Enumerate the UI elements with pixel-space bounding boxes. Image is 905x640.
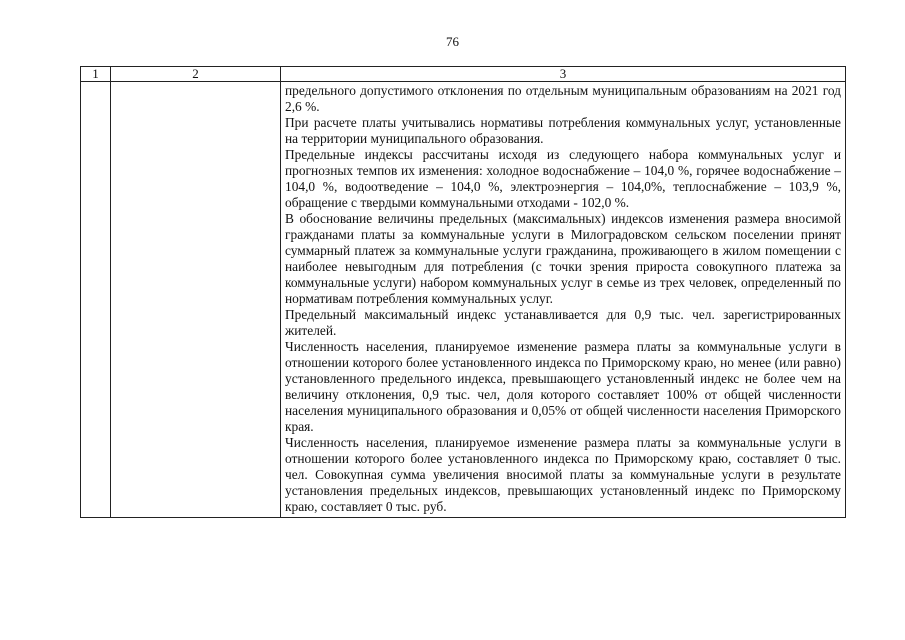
- paragraph-population-above: Численность населения, планируемое изменение размера платы за коммунальные услуги в отношении которого более установленного индекса по Приморскому краю, составляет 0 тыс. чел. Совокупная сумма увеличения вносимой платы за коммунальные услуги в результате установления предельных индексов, превышающих установленный индекс по Приморскому краю, составляет 0 тыс. руб.: [285, 435, 841, 514]
- paragraph-population-within: Численность населения, планируемое изменение размера платы за коммунальные услуги в отношении которого более установленного индекса по Приморскому краю, но менее (или равно) установленного предельного индекса, превышающего установленный индекс не более чем на величину отклонения, 0,9 тыс. чел, доля которого составляет 100% от общей численности населения муниципального образования и 0,05% от общей численности населения Приморского края.: [285, 339, 841, 434]
- column-header-1: 1: [81, 67, 111, 82]
- paragraph-deviation: предельного допустимого отклонения по отдельным муниципальным образованиям на 2021 год 2,6 %.: [285, 83, 841, 114]
- paragraph-indexes: Предельные индексы рассчитаны исходя из следующего набора коммунальных услуг и прогнозных темпов их изменения: холодное водоснабжение – 104,0 %, горячее водоснабжение – 104,0 %, водоотведение – 104,0 %, электроэнергия – 104,0%, теплоснабжение – 103,9 %, обращение с твердыми коммунальными отходами - 102,0 %.: [285, 147, 841, 210]
- table-header-row: [81, 67, 846, 82]
- column-header-3: 3: [281, 67, 846, 82]
- table-cell-col2: [111, 82, 281, 518]
- table-cell-content: [281, 82, 846, 518]
- paragraph-justification: В обоснование величины предельных (максимальных) индексов изменения размера вносимой гражданами платы за коммунальные услуги в Милоградовском сельском поселении принят суммарный платеж за коммунальные услуги гражданина, проживающего в жилом помещении с наиболее невыгодным для потребления (с точки зрения прироста совокупного платежа за коммунальные услуги) набором коммунальных услуг в семье из трех человек, определенный по нормативам потребления коммунальных услуг.: [285, 211, 841, 306]
- paragraph-max-index: Предельный максимальный индекс устанавливается для 0,9 тыс. чел. зарегистрированных жителей.: [285, 307, 841, 338]
- document-table: [80, 66, 846, 518]
- page-number: 76: [446, 34, 459, 49]
- paragraph-norms: При расчете платы учитывались нормативы потребления коммунальных услуг, установленные на территории муниципального образования.: [285, 115, 841, 146]
- column-header-2: 2: [111, 67, 281, 82]
- table-row: [81, 82, 846, 518]
- table-cell-col1: [81, 82, 111, 518]
